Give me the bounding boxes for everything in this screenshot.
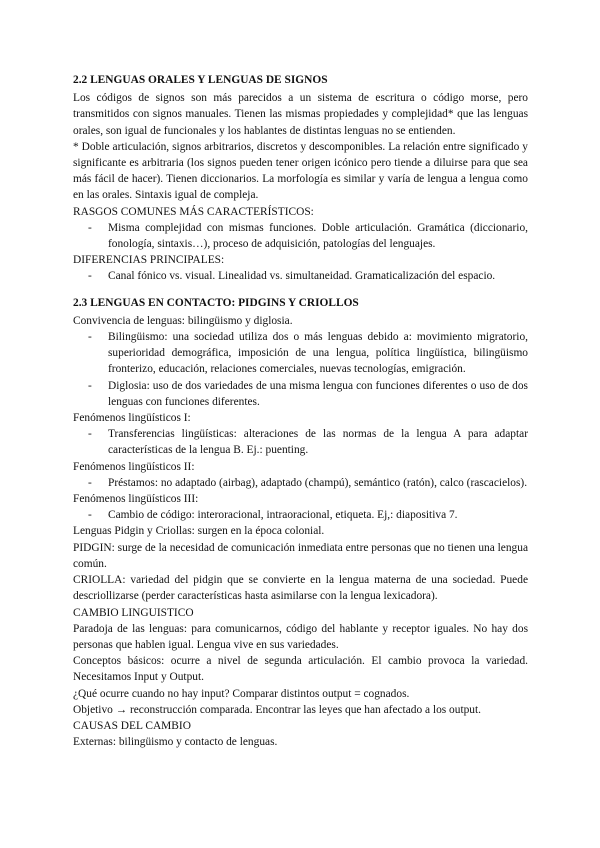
- list-item: - Cambio de código: interoracional, intraoracional, etiqueta. Ej,: diapositiva 7.: [73, 507, 528, 523]
- fenomenos-1-list: [73, 426, 528, 458]
- cambio-label: CAMBIO LINGUISTICO: [73, 606, 194, 619]
- criolla-definition: CRIOLLA: variedad del pidgin que se convierte en la lengua materna de una sociedad. Puede descriollizarse (perder características hasta asimilarse con la lengua lexicadora).: [73, 574, 528, 603]
- list-item: - Transferencias lingüísticas: alteraciones de las normas de la lengua A para adaptar características de la lengua B. Ej.: puenting.: [73, 426, 528, 458]
- fenomenos-1-label: Fenómenos lingüísticos I:: [73, 412, 191, 425]
- list-item: - Préstamos: no adaptado (airbag), adaptado (champú), semántico (ratón), calco (rascacielos).: [73, 475, 528, 491]
- convivencia-list: [73, 329, 528, 410]
- causas-label: CAUSAS DEL CAMBIO: [73, 719, 191, 732]
- fenomenos-3-label: Fenómenos lingüísticos III:: [73, 493, 199, 506]
- section-heading-2-2: 2.2 LENGUAS ORALES Y LENGUAS DE SIGNOS: [73, 74, 328, 86]
- externas-text: Externas: bilingüismo y contacto de lenguas.: [73, 736, 278, 749]
- list-item: - Canal fónico vs. visual. Linealidad vs. simultaneidad. Gramaticalización del espacio.: [73, 268, 528, 284]
- rasgos-label: RASGOS COMUNES MÁS CARACTERÍSTICOS:: [73, 205, 314, 218]
- diferencias-list: [73, 268, 528, 284]
- list-item: - Bilingüismo: una sociedad utiliza dos o más lenguas debido a: movimiento migratorio, superioridad demográfica, imposición de una lengua, política lingüística, bilingüismo fronterizo, educación, relaciones comerciales, nuevas tecnologías, emigración.: [73, 329, 528, 378]
- pidgin-definition: PIDGIN: surge de la necesidad de comunicación inmediata entre personas que no tienen una lengua común.: [73, 541, 528, 570]
- objetivo-text: Objetivo → reconstrucción comparada. Encontrar las leyes que han afectado a los output.: [73, 703, 482, 716]
- conceptos-text: Conceptos básicos: ocurre a nivel de segunda articulación. El cambio provoca la variedad. Necesitamos Input y Output.: [73, 655, 528, 684]
- diferencias-label: DIFERENCIAS PRINCIPALES:: [73, 254, 225, 267]
- paragraph-signos-detalle: * Doble articulación, signos arbitrarios, discretos y descomponibles. La relación entre significado y significante es arbitraria (los signos pueden tener origen icónico pero tiende a diluirse para que sea más fácil de hacer). Tienen diccionarios. La morfología es similar y varía de lengua a lengua como en las orales. Sintaxis igual de compleja.: [73, 140, 528, 202]
- fenomenos-3-list: [73, 507, 528, 523]
- pregunta-text: ¿Qué ocurre cuando no hay input? Comparar distintos output = cognados.: [73, 687, 410, 700]
- rasgos-list: [73, 220, 528, 252]
- fenomenos-2-list: [73, 475, 528, 491]
- paradoja-text: Paradoja de las lenguas: para comunicarnos, código del hablante y receptor iguales. No hay dos personas que hablen igual. Lengua vive en sus variedades.: [73, 622, 528, 651]
- paragraph-signos-intro: Los códigos de signos son más parecidos a un sistema de escritura o código morse, pero transmitidos con signos manuales. Tienen las mismas propiedades y complejidad* que las lenguas orales, son igual de funcionales y los hablantes de distintas lenguas no se entienden.: [73, 92, 528, 137]
- fenomenos-2-label: Fenómenos lingüísticos II:: [73, 460, 195, 473]
- lenguas-pidgin-text: Lenguas Pidgin y Criollas: surgen en la época colonial.: [73, 525, 325, 538]
- section-heading-2-3: 2.3 LENGUAS EN CONTACTO: PIDGINS Y CRIOLLOS: [73, 296, 359, 309]
- convivencia-text: Convivencia de lenguas: bilingüismo y diglosia.: [73, 314, 293, 327]
- list-item: - Misma complejidad con mismas funciones. Doble articulación. Gramática (diccionario, fonología, sintaxis…), proceso de adquisición, patologías del lenguajes.: [73, 220, 528, 252]
- list-item: - Diglosia: uso de dos variedades de una misma lengua con funciones diferentes o uso de dos lenguas con funciones diferentes.: [73, 378, 528, 410]
